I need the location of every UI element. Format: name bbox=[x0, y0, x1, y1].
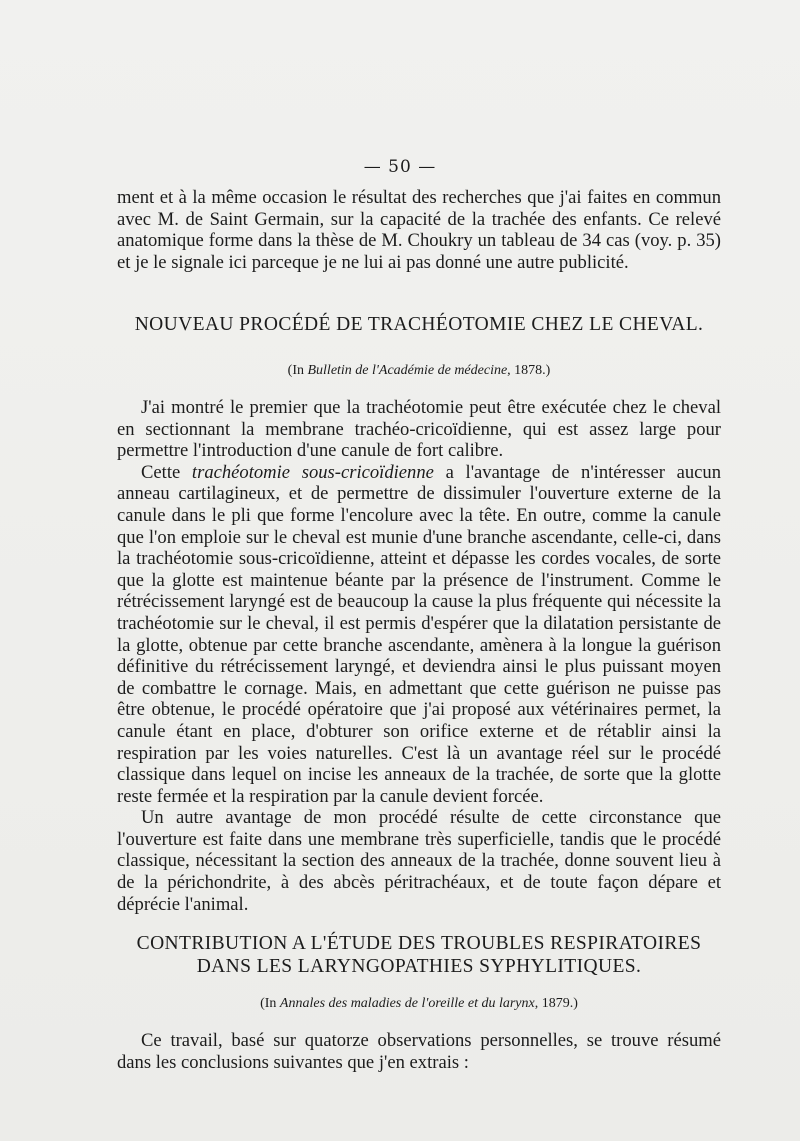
section-title: NOUVEAU PROCÉDÉ DE TRACHÉOTOMIE CHEZ LE CHEVAL. bbox=[134, 314, 704, 335]
section-source bbox=[117, 363, 721, 379]
paragraph-lead: Cette bbox=[141, 461, 192, 483]
section-source bbox=[117, 996, 721, 1012]
section-title: CONTRIBUTION A L'ÉTUDE DES TROUBLES RESPIRATOIRES bbox=[136, 933, 702, 954]
page-number: — 50 — bbox=[363, 157, 437, 177]
paragraph: Un autre avantage de mon procédé résulte de cette circonstance que l'ouverture est faite dans une membrane très superficielle, tandis que le procédé classique, nécessitant la section des anneaux de la trachée, donne souvent lieu à de la périchondrite, à des abcès péritrachéaux, et de toute façon dépare et déprécie l'animal. bbox=[117, 807, 721, 915]
section-title-line-2: DANS LES LARYNGOPATHIES SYPHYLITIQUES. bbox=[196, 956, 642, 977]
section-trachéotomie bbox=[117, 313, 721, 915]
continuation-paragraph: ment et à la même occasion le résultat des recherches que j'ai faites en commun avec M. de Saint Germain, sur la capacité de la trachée des enfants. Ce relevé anatomique forme dans la thèse de M. Choukry un tableau de 34 cas (voy. p. 35) et je le signale ici parceque je ne lui ai pas donné une autre publicité. bbox=[117, 187, 721, 273]
paragraph bbox=[117, 462, 721, 808]
paragraph: J'ai montré le premier que la trachéotomie peut être exécutée chez le cheval en sectionnant la membrane trachéo-cricoïdienne, qui est assez large pour permettre l'introduction d'une canule de fort calibre. bbox=[117, 397, 721, 462]
source-suffix: , 1879.) bbox=[534, 996, 578, 1011]
continuation-paragraph-block bbox=[117, 187, 721, 273]
emphasized-term: trachéotomie sous-cricoïdienne bbox=[191, 461, 434, 483]
source-prefix: (In bbox=[287, 363, 308, 378]
paragraph: Ce travail, basé sur quatorze observations personnelles, se trouve résumé dans les conclusions suivantes que j'en extrais : bbox=[117, 1030, 721, 1073]
section-contribution bbox=[117, 932, 721, 1073]
source-prefix: (In bbox=[260, 996, 280, 1011]
source-journal: Annales des maladies de l'oreille et du larynx bbox=[279, 996, 535, 1011]
source-journal: Bulletin de l'Académie de médecine bbox=[307, 363, 508, 378]
paragraph-rest: a l'avantage de n'intéresser aucun anneau cartilagineux, et de permettre de dissimuler l'ouverture externe de la canule dans le pli que forme l'encolure avec la tête. En outre, comme la canule que l'on emploie sur le cheval est munie d'une branche ascendante, celle-ci, dans la trachéotomie sous-cricoïdienne, atteint et dépasse les cordes vocales, de sorte que la glotte est maintenue béante par la présence de l'instrument. Comme le rétrécissement laryngé est de beaucoup la cause la plus fréquente qui nécessite la trachéotomie sur le cheval, il est permis d'espérer que la dilatation persistante de la glotte, obtenue par cette branche ascendante, amènera à la longue la guérison définitive du rétrécissement laryngé, et deviendra ainsi le plus puissant moyen de combattre le cornage. Mais, en admettant que cette guérison ne puisse pas être obtenue, le procédé opératoire que j'ai proposé aux vétérinaires permet, la canule étant en place, d'obturer son orifice externe et de rétablir ainsi la respiration par les voies naturelles. C'est là un avantage réel sur le procédé classique dans lequel on incise les anneaux de la trachée, de sorte que la glotte reste fermée et la respiration par la canule devient forcée. bbox=[117, 461, 721, 807]
source-suffix: , 1878.) bbox=[507, 363, 551, 378]
